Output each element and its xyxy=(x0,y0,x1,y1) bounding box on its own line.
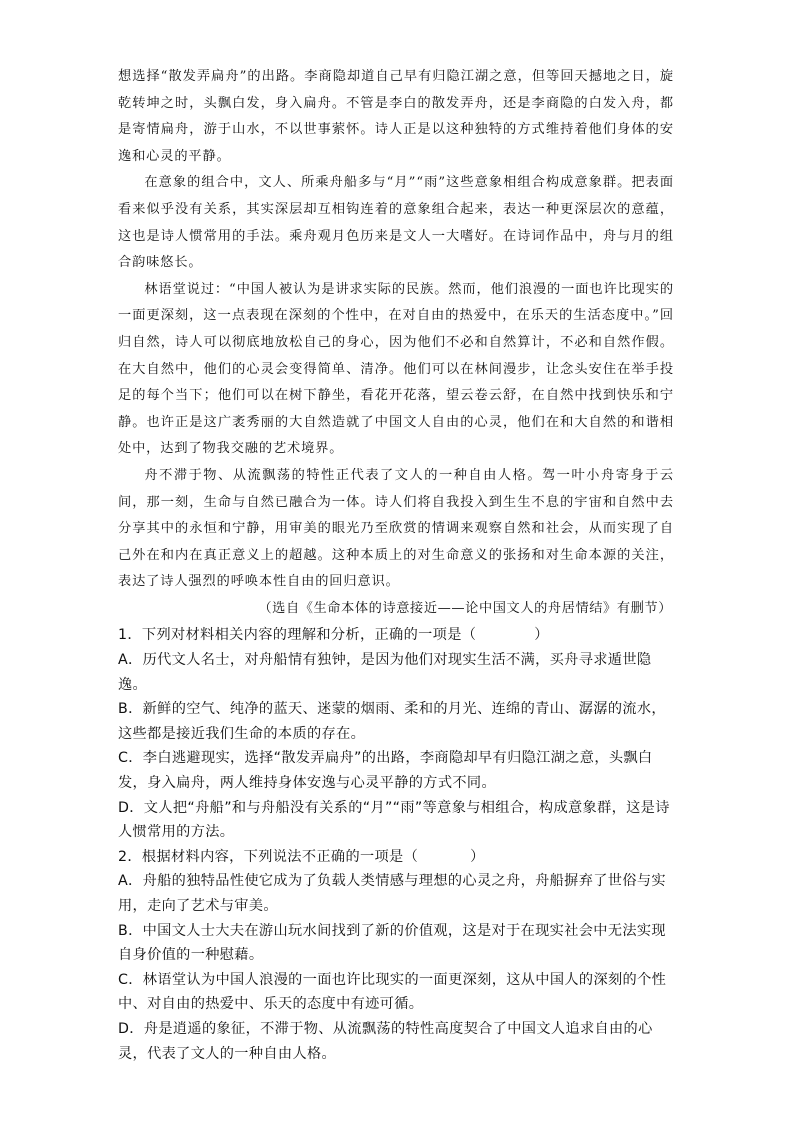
question-section xyxy=(118,623,674,1066)
passage-paragraph-2: 在意象的组合中，文人、所乘舟船多与“月”“雨”这些意象相组合构成意象群。把表面看来似乎没有关系，其实深层却互相钩连着的意象组合起来，表达一种更深层次的意蕴，这也是诗人惯常用的手法。乘舟观月色历来是文人一大嗜好。在诗词作品中，舟与月的组合韵味悠长。 xyxy=(118,175,674,271)
question-1-stem-end: ） xyxy=(534,627,549,644)
passage-paragraph-4: 舟不滞于物、从流飘荡的特性正代表了文人的一种自由人格。驾一叶小舟寄身于云间，那一刻，生命与自然已融合为一体。诗人们将自我投入到生生不息的宇宙和自然中去分享其中的永恒和宁静，用审美的眼光乃至欣赏的情调来观察自然和社会，从而实现了自己外在和内在真正意义上的超越。这种本质上的对生命意义的张扬和对生命本源的关注，表达了诗人强烈的呼唤本性自由的回归意识。 xyxy=(118,467,674,590)
question-2-stem-end: ） xyxy=(470,848,485,865)
question-2-stem xyxy=(118,845,674,870)
question-1-option-c: C．李白逃避现实，选择“散发弄扁舟”的出路，李商隐却早有归隐江湖之意，头飘白发，身入扁舟，两人维持身体安逸与心灵平静的方式不同。 xyxy=(118,750,653,792)
question-2-option-c: C．林语堂认为中国人浪漫的一面也许比现实的一面更深刻，这从中国人的深刻的个性中、对自由的热爱中、乐天的态度中有迹可循。 xyxy=(118,971,667,1013)
question-1-option-b: B．新鲜的空气、纯净的蓝天、迷蒙的烟雨、柔和的月光、连绵的青山、潺潺的流水，这些都是接近我们生命的本质的存在。 xyxy=(118,701,666,742)
question-2-option-b: B．中国文人士大夫在游山玩水间找到了新的价值观，这是对于在现实社会中无法实现自身价值的一种慰藉。 xyxy=(118,922,666,964)
question-2-option-d: D．舟是逍遥的象征，不滞于物、从流飘荡的特性高度契合了中国文人追求自由的心灵，代表了文人的一种自由人格。 xyxy=(118,1020,653,1062)
question-2-stem-text: 2．根据材料内容，下列说法不正确的一项是（ xyxy=(118,848,419,865)
document-content xyxy=(118,64,674,1066)
question-1-stem-text: 1．下列对材料相关内容的理解和分析，正确的一项是（ xyxy=(118,627,477,644)
question-2-option-a: A．舟船的独特品性使它成为了负载人类情感与理想的心灵之舟，舟船摒弃了世俗与实用，走向了艺术与审美。 xyxy=(118,873,666,914)
reading-passage xyxy=(118,64,674,622)
question-1-option-d: D．文人把“舟船”和与舟船没有关系的“月”“雨”等意象与相组合，构成意象群，这是诗人惯常用的方法。 xyxy=(118,799,670,841)
passage-paragraph-3: 林语堂说过：“中国人被认为是讲求实际的民族。然而，他们浪漫的一面也许比现实的一面更深刻，这一点表现在深刻的个性中，在对自由的热爱中，在乐天的生活态度中。”回归自然，诗人可以彻底地放松自己的身心，因为他们不必和自然算计，不必和自然作假。在大自然中，他们的心灵会变得简单、清净。他们可以在林间漫步，让念头安住在举手投足的每个当下；他们可以在树下静坐，看花开花落，望云卷云舒，在自然中找到快乐和宁静。也许正是这广袤秀丽的大自然造就了中国文人自由的心灵，他们在和大自然的和谐相处中，达到了物我交融的艺术境界。 xyxy=(118,281,674,457)
passage-source: （选自《生命本体的诗意接近——论中国文人的舟居情结》有删节） xyxy=(258,600,672,616)
question-1-stem xyxy=(118,623,674,648)
passage-paragraph-1: 想选择“散发弄扁舟”的出路。李商隐却道自己早有归隐江湖之意，但等回天撼地之日，旋乾转坤之时，头飘白发，身入扁舟。不管是李白的散发弄舟，还是李商隐的白发入舟，都是寄情扁舟，游于山水，不以世事萦怀。诗人正是以这种独特的方式维持着他们身体的安逸和心灵的平静。 xyxy=(118,69,674,164)
question-1-option-a: A．历代文人名士，对舟船情有独钟，是因为他们对现实生活不满，买舟寻求遁世隐逸。 xyxy=(118,652,652,693)
